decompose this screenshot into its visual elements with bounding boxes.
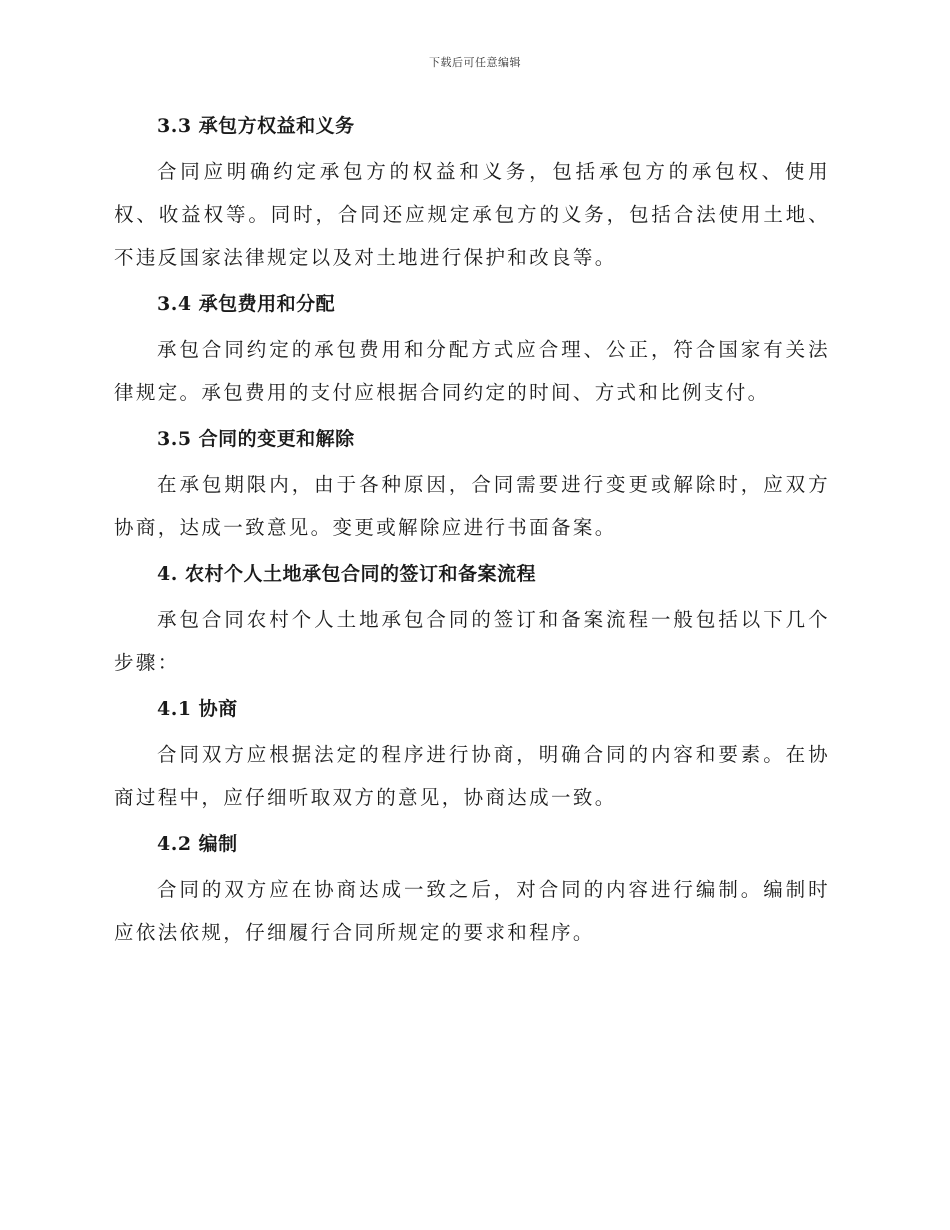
document-body — [114, 108, 830, 954]
section-heading: 4.1 协商 — [157, 698, 238, 720]
section-paragraph: 合同双方应根据法定的程序进行协商，明确合同的内容和要素。在协商过程中，应仔细听取双方的意见，协商达成一致。 — [114, 743, 830, 809]
section-heading: 3.4 承包费用和分配 — [157, 293, 336, 315]
section-heading: 3.5 合同的变更和解除 — [157, 428, 355, 450]
section-3-4 — [114, 286, 830, 414]
section-4 — [114, 556, 830, 684]
section-heading: 3.3 承包方权益和义务 — [157, 115, 355, 137]
section-paragraph: 合同的双方应在协商达成一致之后，对合同的内容进行编制。编制时应依法依规，仔细履行合同所规定的要求和程序。 — [114, 878, 830, 944]
section-heading: 4. 农村个人土地承包合同的签订和备案流程 — [157, 563, 536, 585]
section-heading: 4.2 编制 — [157, 833, 238, 855]
section-3-5 — [114, 421, 830, 549]
section-4-1 — [114, 691, 830, 819]
section-paragraph: 合同应明确约定承包方的权益和义务，包括承包方的承包权、使用权、收益权等。同时，合同还应规定承包方的义务，包括合法使用土地、不违反国家法律规定以及对土地进行保护和改良等。 — [114, 160, 830, 269]
section-paragraph: 承包合同约定的承包费用和分配方式应合理、公正，符合国家有关法律规定。承包费用的支付应根据合同约定的时间、方式和比例支付。 — [114, 338, 830, 404]
section-paragraph: 承包合同农村个人土地承包合同的签订和备案流程一般包括以下几个步骤： — [114, 608, 830, 674]
section-3-3 — [114, 108, 830, 279]
section-4-2 — [114, 826, 830, 954]
section-paragraph: 在承包期限内，由于各种原因，合同需要进行变更或解除时，应双方协商，达成一致意见。变更或解除应进行书面备案。 — [114, 473, 830, 539]
page-header: 下载后可任意编辑 — [429, 56, 521, 69]
